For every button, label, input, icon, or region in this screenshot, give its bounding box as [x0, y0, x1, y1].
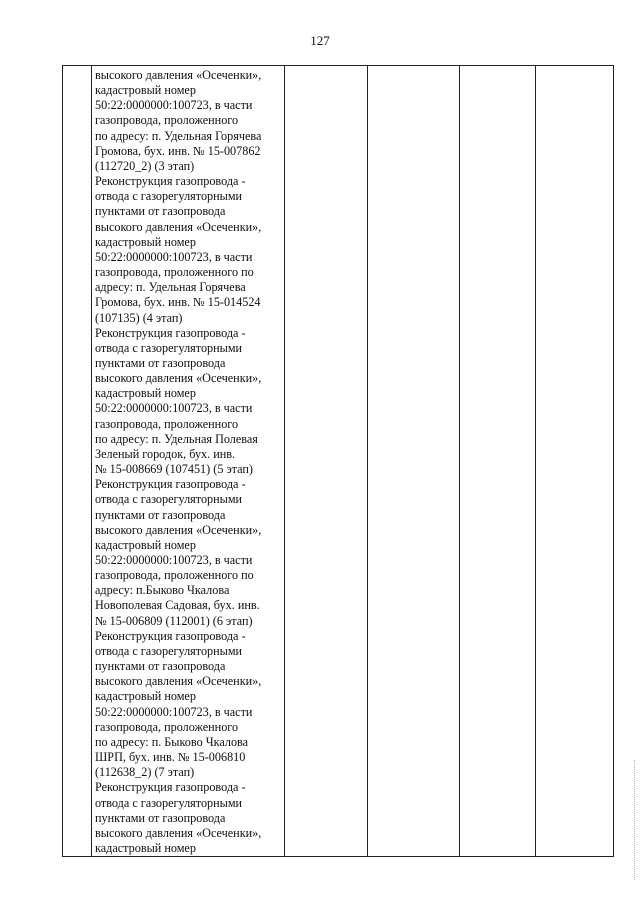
description-line: газопровода, проложенного — [95, 416, 239, 431]
description-line: Зеленый городок, бух. инв. — [95, 446, 236, 461]
description-line: пунктами от газопровода — [95, 355, 226, 370]
description-line: пунктами от газопровода — [95, 204, 226, 219]
description-line: высокого давления «Осеченки», — [95, 219, 262, 234]
description-line: кадастровый номер — [95, 537, 196, 552]
description-line: кадастровый номер — [95, 386, 196, 401]
description-line: по адресу: п. Удельная Полевая — [95, 431, 258, 446]
description-line: 50:22:0000000:100723, в части — [95, 553, 253, 567]
description-line: пунктами от газопровода — [95, 659, 226, 674]
description-line: 50:22:0000000:100723, в части — [95, 98, 253, 113]
table-row — [63, 66, 614, 857]
description-line: Реконструкция газопровода - — [95, 780, 246, 795]
description-line: Громова, бух. инв. № 15-014524 — [95, 295, 261, 310]
description-line: 50:22:0000000:100723, в части — [95, 401, 253, 416]
description-line: кадастровый номер — [95, 83, 196, 98]
description-line: кадастровый номер — [95, 840, 196, 855]
description-line: высокого давления «Осеченки», — [95, 68, 262, 82]
description-line: (112638_2) (7 этап) — [95, 765, 195, 780]
description-line: высокого давления «Осеченки», — [95, 674, 262, 689]
empty-cell — [368, 66, 460, 857]
row-number-cell — [63, 66, 92, 857]
description-line: Реконструкция газопровода - — [95, 477, 246, 492]
description-line: по адресу: п. Удельная Горячева — [95, 128, 262, 143]
description-line: 50:22:0000000:100723, в части — [95, 249, 253, 264]
description-line: газопровода, проложенного по — [95, 265, 254, 280]
description-line: адресу: п.Быково Чкалова — [95, 583, 230, 598]
description-line: (107135) (4 этап) — [95, 310, 183, 325]
page-number: 127 — [310, 33, 330, 48]
description-line: Реконструкция газопровода - — [95, 174, 246, 189]
empty-cell — [460, 66, 536, 857]
empty-cell — [536, 66, 614, 857]
description-line: пунктами от газопровода — [95, 507, 226, 522]
description-line: 50:22:0000000:100723, в части — [95, 704, 253, 719]
description-line: кадастровый номер — [95, 234, 196, 249]
description-line: высокого давления «Осеченки», — [95, 522, 262, 537]
description-line: кадастровый номер — [95, 689, 196, 704]
description-line: Реконструкция газопровода - — [95, 325, 246, 340]
description-line: отвода с газорегуляторными — [95, 189, 243, 204]
description-line: отвода с газорегуляторными — [95, 340, 243, 355]
description-line: Новополевая Садовая, бух. инв. — [95, 598, 260, 613]
description-line: пунктами от газопровода — [95, 810, 226, 825]
description-line: по адресу: п. Быково Чкалова — [95, 734, 249, 749]
description-line: высокого давления «Осеченки», — [95, 371, 262, 386]
description-line: № 15-008669 (107451) (5 этап) — [95, 462, 253, 477]
document-table — [62, 65, 614, 857]
description-line: отвода с газорегуляторными — [95, 643, 243, 658]
description-line: отвода с газорегуляторными — [95, 795, 243, 810]
empty-cell — [285, 66, 368, 857]
description-line: газопровода, проложенного — [95, 719, 239, 734]
description-line: газопровода, проложенного — [95, 113, 239, 128]
description-line: ШРП, бух. инв. № 15-006810 — [95, 750, 246, 765]
description-line: (112720_2) (3 этап) — [95, 158, 195, 173]
description-line: газопровода, проложенного по — [95, 568, 254, 583]
description-line: отвода с газорегуляторными — [95, 492, 243, 507]
description-line: Реконструкция газопровода - — [95, 628, 246, 643]
scan-edge-mark — [634, 760, 637, 880]
object-description-cell — [92, 66, 285, 857]
description-line: № 15-006809 (112001) (6 этап) — [95, 613, 253, 628]
description-line: высокого давления «Осеченки», — [95, 825, 262, 840]
description-line: адресу: п. Удельная Горячева — [95, 280, 246, 295]
description-line: Громова, бух. инв. № 15-007862 — [95, 143, 261, 158]
